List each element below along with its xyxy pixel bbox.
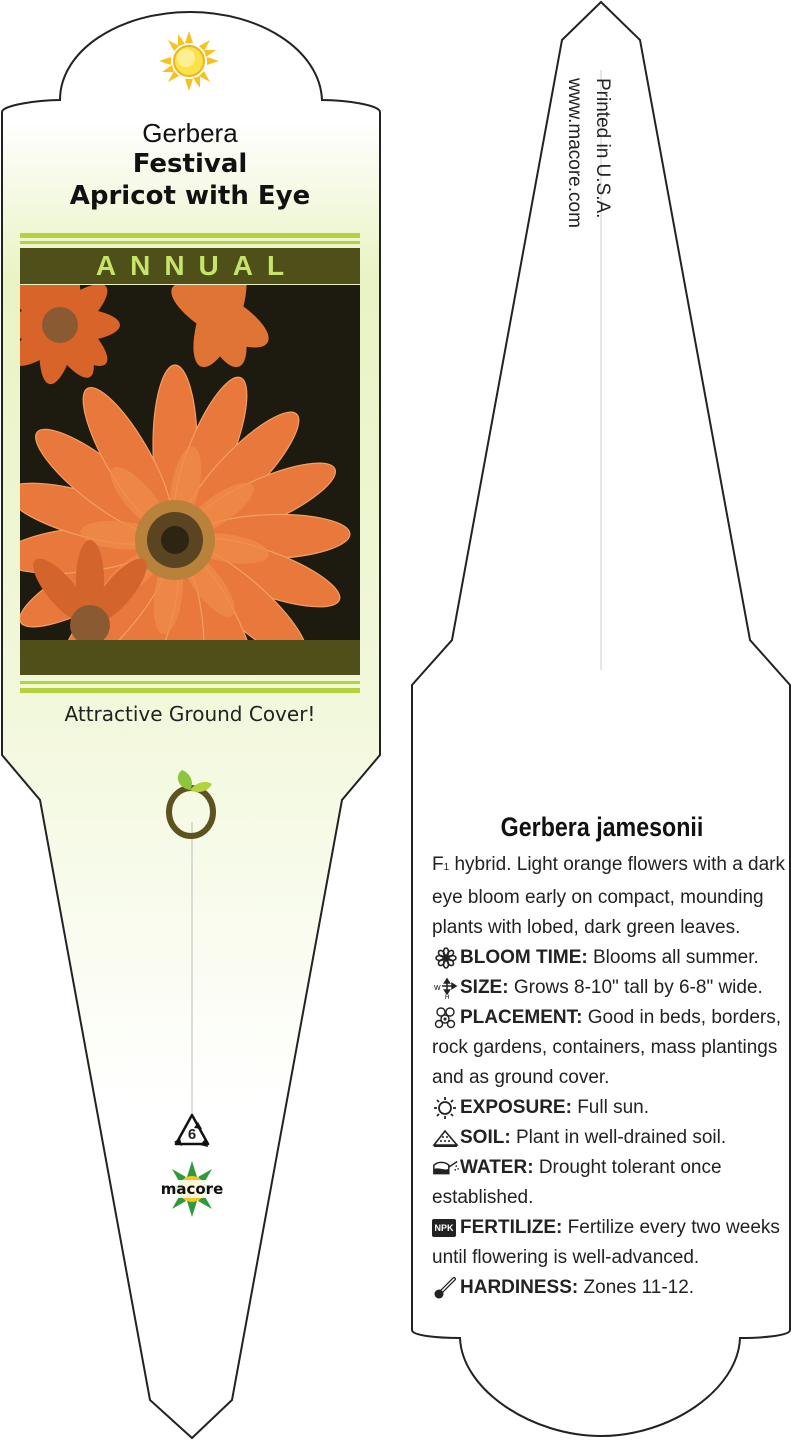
hardiness-label: HARDINESS: [460,1277,579,1298]
description-line: F1 hybrid. Light orange flowers with a dark [432,854,786,875]
water-text-line: established. [432,1187,534,1208]
flower-icon [432,947,460,969]
sprout-logo-icon [160,768,222,840]
divider-line [20,688,360,693]
recycle-number: 6 [187,1126,197,1143]
size-row [432,973,777,1003]
hardiness-text: Zones 11-12. [583,1277,695,1298]
svg-text:W: W [434,984,441,992]
printed-country: Printed in U.S.A. [592,78,613,219]
sun-icon [158,30,220,92]
bloom-time-row [432,943,777,973]
cultivar-name-line1: Festival [132,149,248,179]
category-bar [20,248,360,284]
website-url: www.macore.com [564,78,585,228]
sun-outline-icon [432,1096,460,1120]
watering-can-icon [432,1157,460,1179]
genus-name: Gerbera [142,118,238,148]
hardiness-row [432,1273,777,1303]
tagline: Attractive Ground Cover! [64,702,316,726]
photo-bottom-bar [20,640,360,675]
svg-text:H: H [445,994,450,999]
fertilize-row [432,1213,780,1243]
placement-text: Good in beds, borders, [587,1007,782,1028]
divider-line [20,681,360,684]
fertilize-text-line: until flowering is well-advanced. [432,1247,700,1268]
divider-line [20,241,360,244]
water-label: WATER: [460,1157,534,1178]
placement-text-line: rock gardens, containers, mass plantings [432,1037,778,1058]
soil-label: SOIL: [460,1127,511,1148]
npk-bag-icon: NPK [432,1217,460,1239]
printed-info [560,78,640,288]
size-arrows-icon [432,977,460,999]
water-text: Drought tolerant once [538,1157,722,1178]
bloom-time-label: BLOOM TIME: [460,947,588,968]
fertilize-text: Fertilize every two weeks [567,1217,780,1238]
care-info [432,850,786,1303]
divider-line [20,233,360,238]
bloom-time-text: Blooms all summer. [592,947,759,968]
soil-row [432,1123,777,1153]
flower-photo [20,285,360,640]
placement-label: PLACEMENT: [460,1007,583,1028]
placement-row [432,1003,782,1033]
soil-mound-icon [432,1127,460,1149]
thermometer-icon [432,1276,460,1300]
plant-title [20,118,360,212]
cultivar-name-line2: Apricot with Eye [69,181,311,211]
exposure-row [432,1093,777,1123]
fertilize-label: FERTILIZE: [460,1217,563,1238]
exposure-text: Full sun. [577,1097,650,1118]
placement-text-line: and as ground cover. [432,1067,610,1088]
size-label: SIZE: [460,977,509,998]
brand-name: macore [150,1180,234,1198]
size-text: Grows 8-10" tall by 6-8" wide. [513,977,763,998]
soil-text: Plant in well-drained soil. [515,1127,727,1148]
description-line: eye bloom early on compact, mounding [432,887,764,908]
species-name: Gerbera jamesonii [500,812,704,842]
exposure-label: EXPOSURE: [460,1097,572,1118]
category-label: ANNUAL [95,250,299,281]
water-row [432,1153,777,1183]
placement-flowers-icon [432,1006,460,1030]
description-line: plants with lobed, dark green leaves. [432,917,741,938]
